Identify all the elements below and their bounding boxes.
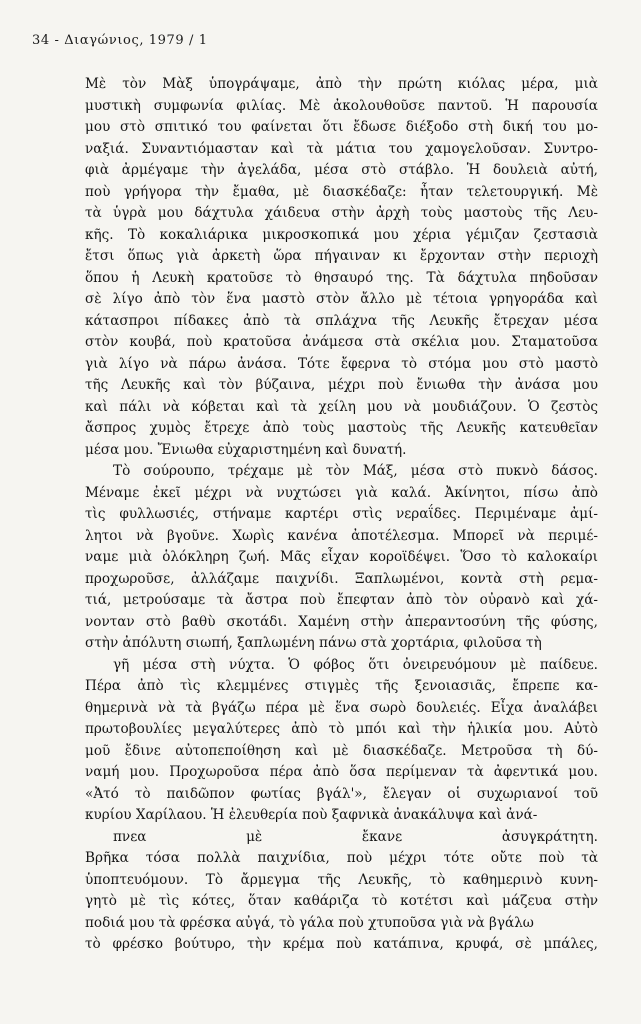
text-line: στὴν ἀπόλυτη σιωπή, ξαπλωμένη πάνω στὰ χορτάρια, φιλοῦσα τὴ — [85, 635, 542, 651]
text-line: πρωτοβουλίες μεγαλύτερες ἀπὸ τὸ μπόι καὶ τὴν ἡλικία μου. Αὐτὸ — [85, 721, 598, 737]
text-line: λητοι νὰ βγοῦνε. Χωρὶς κανένα ἀποτέλεσμα. Μπορεῖ νὰ περιμέ- — [85, 527, 598, 544]
body-text — [85, 74, 598, 956]
text-line: φιὰ ἀρμέγαμε τὴν ἀγελάδα, μέσα στὸ στάβλο. Ἡ δουλειὰ αὐτή, — [85, 162, 598, 178]
text-line: κάτασπροι πίδακες ἀπὸ τὰ σπλάχνα τῆς Λευκῆς ἔτρεχαν μέσα — [85, 312, 598, 329]
text-line: μου στὸ σπιτικό του φαίνεται ὅτι ἔδωσε διέξοδο στὴ δική του μο- — [85, 119, 598, 135]
text-line: κῆς. Τὸ κοκαλιάρικα μικροσκοπικά μου χέρια γέμιζαν ζεστασιὰ — [85, 226, 598, 243]
text-line: ἔτσι ὅπως γιὰ ἀρκετὴ ὥρα πήγαιναν κι ἔρχονταν στὴν περιοχὴ — [85, 248, 598, 264]
text-line: μοῦ ἔδινε αὐτοπεποίθηση καὶ μὲ διασκέδαζε. Μετροῦσα τὴ δύ- — [85, 742, 598, 759]
text-line: μυστικὴ συμφωνία φιλίας. Μὲ ἀκολουθοῦσε παντοῦ. Ἡ παρουσία — [85, 97, 598, 114]
text-line: ποδιά μου τὰ φρέσκα αὐγά, τὸ γάλα ποὺ χτυποῦσα γιὰ νὰ βγάλω — [85, 914, 534, 931]
text-line: στὸν κουβά, ποὺ κρατοῦσα ἀνάμεσα στὰ σκέλια μου. Σταματοῦσα — [85, 334, 598, 350]
text-line: Βρῆκα τόσα πολλὰ παιχνίδια, ποὺ μέχρι τότε οὔτε ποὺ τὰ — [85, 850, 598, 866]
text-line: Μέναμε ἐκεῖ μέχρι νὰ νυχτώσει γιὰ καλά. Ἀκίνητοι, πίσω ἀπὸ — [85, 484, 598, 501]
text-line: ὑποπτευόμουν. Τὸ ἄρμεγμα τῆς Λευκῆς, τὸ καθημερινὸ κυνη- — [85, 871, 598, 888]
text-line: σὲ λίγο ἀπὸ τὸν ἕνα μαστὸ στὸν ἄλλο μὲ τέτοια γρηγοράδα καὶ — [85, 291, 598, 307]
text-line: Τὸ σούρουπο, τρέχαμε μὲ τὸν Μάξ, μέσα στὸ πυκνὸ δάσος. — [113, 463, 598, 479]
text-line: τιά, μετρούσαμε τὰ ἄστρα ποὺ ἔπεφταν ἀπὸ τὸν οὐρανὸ καὶ χά- — [85, 592, 598, 608]
text-line: μέσα μου. Ἔνιωθα εὐχαριστημένη καὶ δυνατή. — [85, 441, 407, 458]
text-line: ναμε μιὰ ὁλόκληρη ζωή. Μᾶς εἶχαν κοροϊδέψει. Ὅσο τὸ καλοκαίρι — [85, 549, 598, 565]
text-line: ἄσπρος χυμὸς ἔτρεχε ἀπὸ τοὺς μαστοὺς τῆς Λευκῆς κατευθεῖαν — [85, 420, 598, 436]
text-line: ναμή μου. Προχωροῦσα πέρα ἀπὸ ὅσα περίμεναν τὰ ἀφεντικά μου. — [85, 764, 598, 780]
text-line: Μὲ τὸν Μὰξ ὑπογράψαμε, ἀπὸ τὴν πρώτη κιόλας μέρα, μιὰ — [85, 76, 598, 92]
text-line: τὶς φυλλωσιές, στήναμε καρτέρι στὶς νεραΐδες. Περιμέναμε ἀμί- — [85, 506, 598, 522]
text-line: πνεα μὲ ἔκανε ἀσυγκράτητη. — [113, 828, 598, 845]
text-line: προχωροῦσε, ἀλλάζαμε παιχνίδι. Ξαπλωμένοι, κοντὰ στὴ ρεμα- — [85, 570, 598, 587]
text-line: ὅπου ἡ Λευκὴ κρατοῦσε τὸ θησαυρό της. Τὰ δάχτυλα πηδοῦσαν — [85, 269, 598, 286]
text-line: καὶ πάλι νὰ κόβεται καὶ τὰ χείλη μου νὰ μουδιάζουν. Ὁ ζεστὸς — [85, 398, 598, 415]
text-line: γητὸ μὲ τὶς κότες, ὅταν καθάριζα τὸ κοτέτσι καὶ μάζευα στὴν — [85, 893, 598, 909]
running-head: 34 - Διαγώνιος, 1979 / 1 — [32, 33, 208, 48]
text-line: θημερινὰ νὰ τὰ βγάζω πέρα μὲ ἕνα σωρὸ δουλειές. Εἶχα ἀναλάβει — [85, 699, 598, 716]
text-line: τὸ φρέσκο βούτυρο, τὴν κρέμα ποὺ κατάπινα, κρυφά, σὲ μπάλες, — [85, 936, 598, 952]
text-line: «Ἀτό τὸ παιδῶπον φωτίας βγάλ'», ἔλεγαν οἱ συχωριανοί τοῦ — [85, 785, 598, 802]
text-line: τὰ ὑγρὰ μου δάχτυλα χάιδευα στὴν ἀρχὴ τοὺς μαστοὺς τῆς Λευ- — [85, 205, 598, 221]
text-line: νονταν στὸ βαθὺ σκοτάδι. Χαμένη στὴν ἀπεραντοσύνη τῆς φύσης, — [85, 613, 598, 630]
text-line: γιὰ λίγο νὰ πάρω ἀνάσα. Τότε ἔφερνα τὸ στόμα μου στὸ μαστὸ — [85, 355, 598, 372]
text-line: ποὺ γρήγορα τὴν ἔμαθα, μὲ διασκέδαζε: ἦταν τελετουργική. Μὲ — [85, 183, 598, 200]
text-line: γῆ μέσα στὴ νύχτα. Ὁ φόβος ὅτι ὀνειρευόμουν μὲ παίδευε. — [113, 656, 598, 673]
text-line: τῆς Λευκῆς καὶ τὸν βύζαινα, μέχρι ποὺ ἔνιωθα τὴν ἀνάσα μου — [85, 377, 598, 393]
text-line: Πέρα ἀπὸ τὶς κλεμμένες στιγμὲς τῆς ξενοιασιᾶς, ἔπρεπε κα- — [85, 678, 598, 694]
text-line: ναξιά. Συναντιόμασταν καὶ τὰ μάτια του χαμογελοῦσαν. Συντρο- — [85, 140, 598, 157]
text-line: κυρίου Χαρίλαου. Ἡ ἐλευθερία ποὺ ξαφνικὰ ἀνακάλυψα καὶ ἀνά- — [85, 807, 538, 823]
